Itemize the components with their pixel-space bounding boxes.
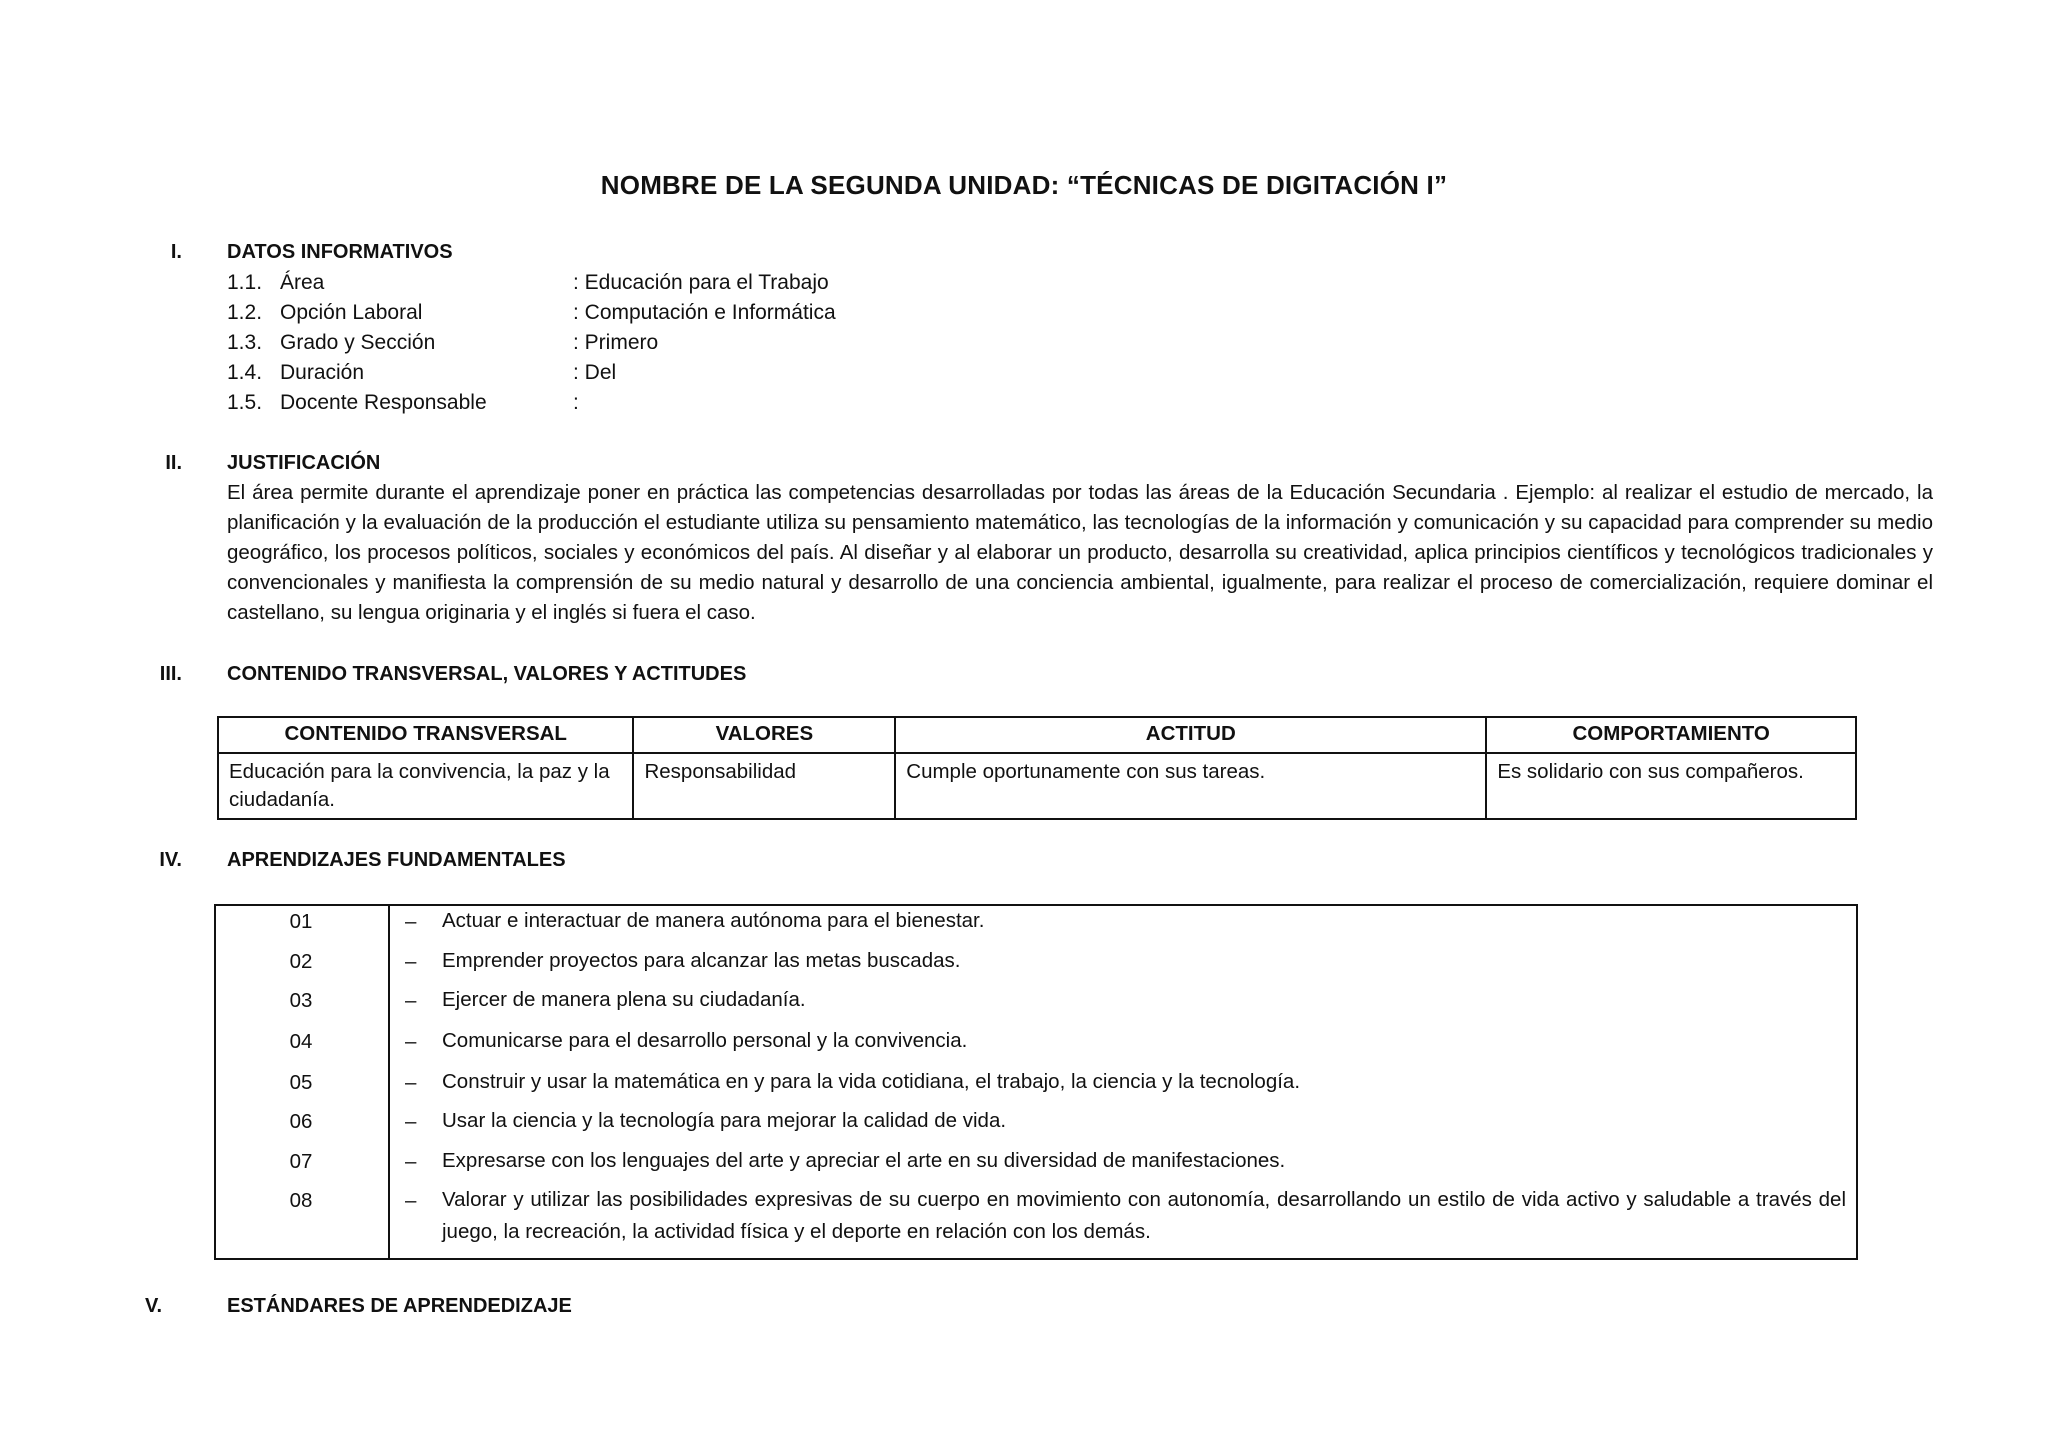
info-label: Opción Laboral <box>280 301 423 324</box>
section-5-title: ESTÁNDARES DE APRENDEDIZAJE <box>227 1295 572 1317</box>
fundamental-text: Ejercer de manera plena su ciudadanía. <box>442 988 806 1011</box>
fundamental-number: 01 <box>289 910 313 933</box>
fundamental-dash: – <box>405 1189 417 1212</box>
section-3-title: CONTENIDO TRANSVERSAL, VALORES Y ACTITUDES <box>227 663 747 685</box>
section-2-number: II. <box>165 452 182 474</box>
section-3-number: III. <box>159 663 182 685</box>
cell-comportamiento: Es solidario con sus compañeros. <box>1486 753 1856 819</box>
info-number: 1.1. <box>227 271 263 294</box>
fundamental-dash: – <box>405 1071 417 1094</box>
info-value: : Primero <box>573 331 659 354</box>
header-valores: VALORES <box>633 717 895 753</box>
fundamental-dash: – <box>405 1150 417 1173</box>
info-label: Docente Responsable <box>280 391 487 414</box>
header-comportamiento: COMPORTAMIENTO <box>1486 717 1856 753</box>
info-row-grado-seccion <box>227 328 658 358</box>
fundamental-text: Valorar y utilizar las posibilidades expresivas de su cuerpo en movimiento con autonomía, desarrollando un estilo de vida activo y saludable a través del juego, la recreación, la actividad física y el deporte en relación con los demás. <box>442 1188 1846 1243</box>
info-row-opcion-laboral <box>227 298 836 328</box>
section-1-number: I. <box>170 241 182 263</box>
info-row-duracion <box>227 358 616 388</box>
fundamental-number: 03 <box>289 989 313 1012</box>
section-2-title: JUSTIFICACIÓN <box>227 452 381 474</box>
fundamental-text: Construir y usar la matemática en y para la vida cotidiana, el trabajo, la ciencia y la tecnología. <box>442 1070 1301 1093</box>
fundamental-dash: – <box>405 989 417 1012</box>
info-value: : Educación para el Trabajo <box>573 271 829 294</box>
fundamental-dash: – <box>405 1030 417 1053</box>
cell-actitud: Cumple oportunamente con sus tareas. <box>895 753 1486 819</box>
fundamental-number: 08 <box>289 1189 313 1212</box>
cell-valores: Responsabilidad <box>633 753 895 819</box>
fundamental-number: 04 <box>289 1030 313 1053</box>
fundamental-number: 06 <box>289 1110 313 1133</box>
info-number: 1.2. <box>227 301 263 324</box>
info-label: Grado y Sección <box>280 331 436 354</box>
info-row-area <box>227 268 829 298</box>
info-value: : Del <box>573 361 617 384</box>
fundamental-dash: – <box>405 950 417 973</box>
info-value: : <box>573 391 579 414</box>
section-5-number: V. <box>144 1295 162 1317</box>
transversal-table <box>217 716 1857 820</box>
info-number: 1.3. <box>227 331 263 354</box>
fundamental-text: Actuar e interactuar de manera autónoma para el bienestar. <box>442 909 985 932</box>
fundamental-number: 02 <box>289 950 313 973</box>
fundamental-dash: – <box>405 1110 417 1133</box>
info-row-docente <box>227 388 579 418</box>
table-row <box>218 753 1856 819</box>
info-number: 1.5. <box>227 391 263 414</box>
fundamental-text: Usar la ciencia y la tecnología para mejorar la calidad de vida. <box>442 1109 1007 1132</box>
fundamental-text: Expresarse con los lenguajes del arte y apreciar el arte en su diversidad de manifestaciones. <box>442 1149 1286 1172</box>
fundamental-number: 05 <box>289 1071 313 1094</box>
page-title: NOMBRE DE LA SEGUNDA UNIDAD: “TÉCNICAS DE DIGITACIÓN I” <box>600 170 1448 200</box>
fundamental-number: 07 <box>289 1150 313 1173</box>
info-label: Área <box>280 271 325 294</box>
fundamental-text: Emprender proyectos para alcanzar las metas buscadas. <box>442 949 961 972</box>
section-4-title: APRENDIZAJES FUNDAMENTALES <box>227 849 566 871</box>
info-value: : Computación e Informática <box>573 301 836 324</box>
header-actitud: ACTITUD <box>895 717 1486 753</box>
fundamentales-divider <box>388 904 390 1260</box>
info-number: 1.4. <box>227 361 263 384</box>
fundamental-dash: – <box>405 910 417 933</box>
cell-contenido-transversal: Educación para la convivencia, la paz y la ciudadanía. <box>218 753 633 819</box>
section-4-number: IV. <box>159 849 182 871</box>
justificacion-paragraph: El área permite durante el aprendizaje poner en práctica las competencias desarrolladas por todas las áreas de la Educación Secundaria . Ejemplo: al realizar el estudio de mercado, la planificación y la evaluación de la producción el estudiante utiliza su pensamiento matemático, las tecnologías de la información y comunicación y su capacidad para comprender su medio geográfico, los procesos políticos, sociales y económicos del país. Al diseñar y al elaborar un producto, desarrolla su creatividad, aplica principios científicos y tecnológicos tradicionales y convencionales y manifiesta la comprensión de su medio natural y desarrollo de una conciencia ambiental, igualmente, para realizar el proceso de comercialización, requiere dominar el castellano, su lengua originaria y el inglés si fuera el caso. <box>227 481 1933 624</box>
fundamental-text: Comunicarse para el desarrollo personal y la convivencia. <box>442 1029 968 1052</box>
header-contenido-transversal: CONTENIDO TRANSVERSAL <box>218 717 633 753</box>
info-label: Duración <box>280 361 365 384</box>
section-1-title: DATOS INFORMATIVOS <box>227 241 453 263</box>
table-header-row <box>218 717 1856 753</box>
